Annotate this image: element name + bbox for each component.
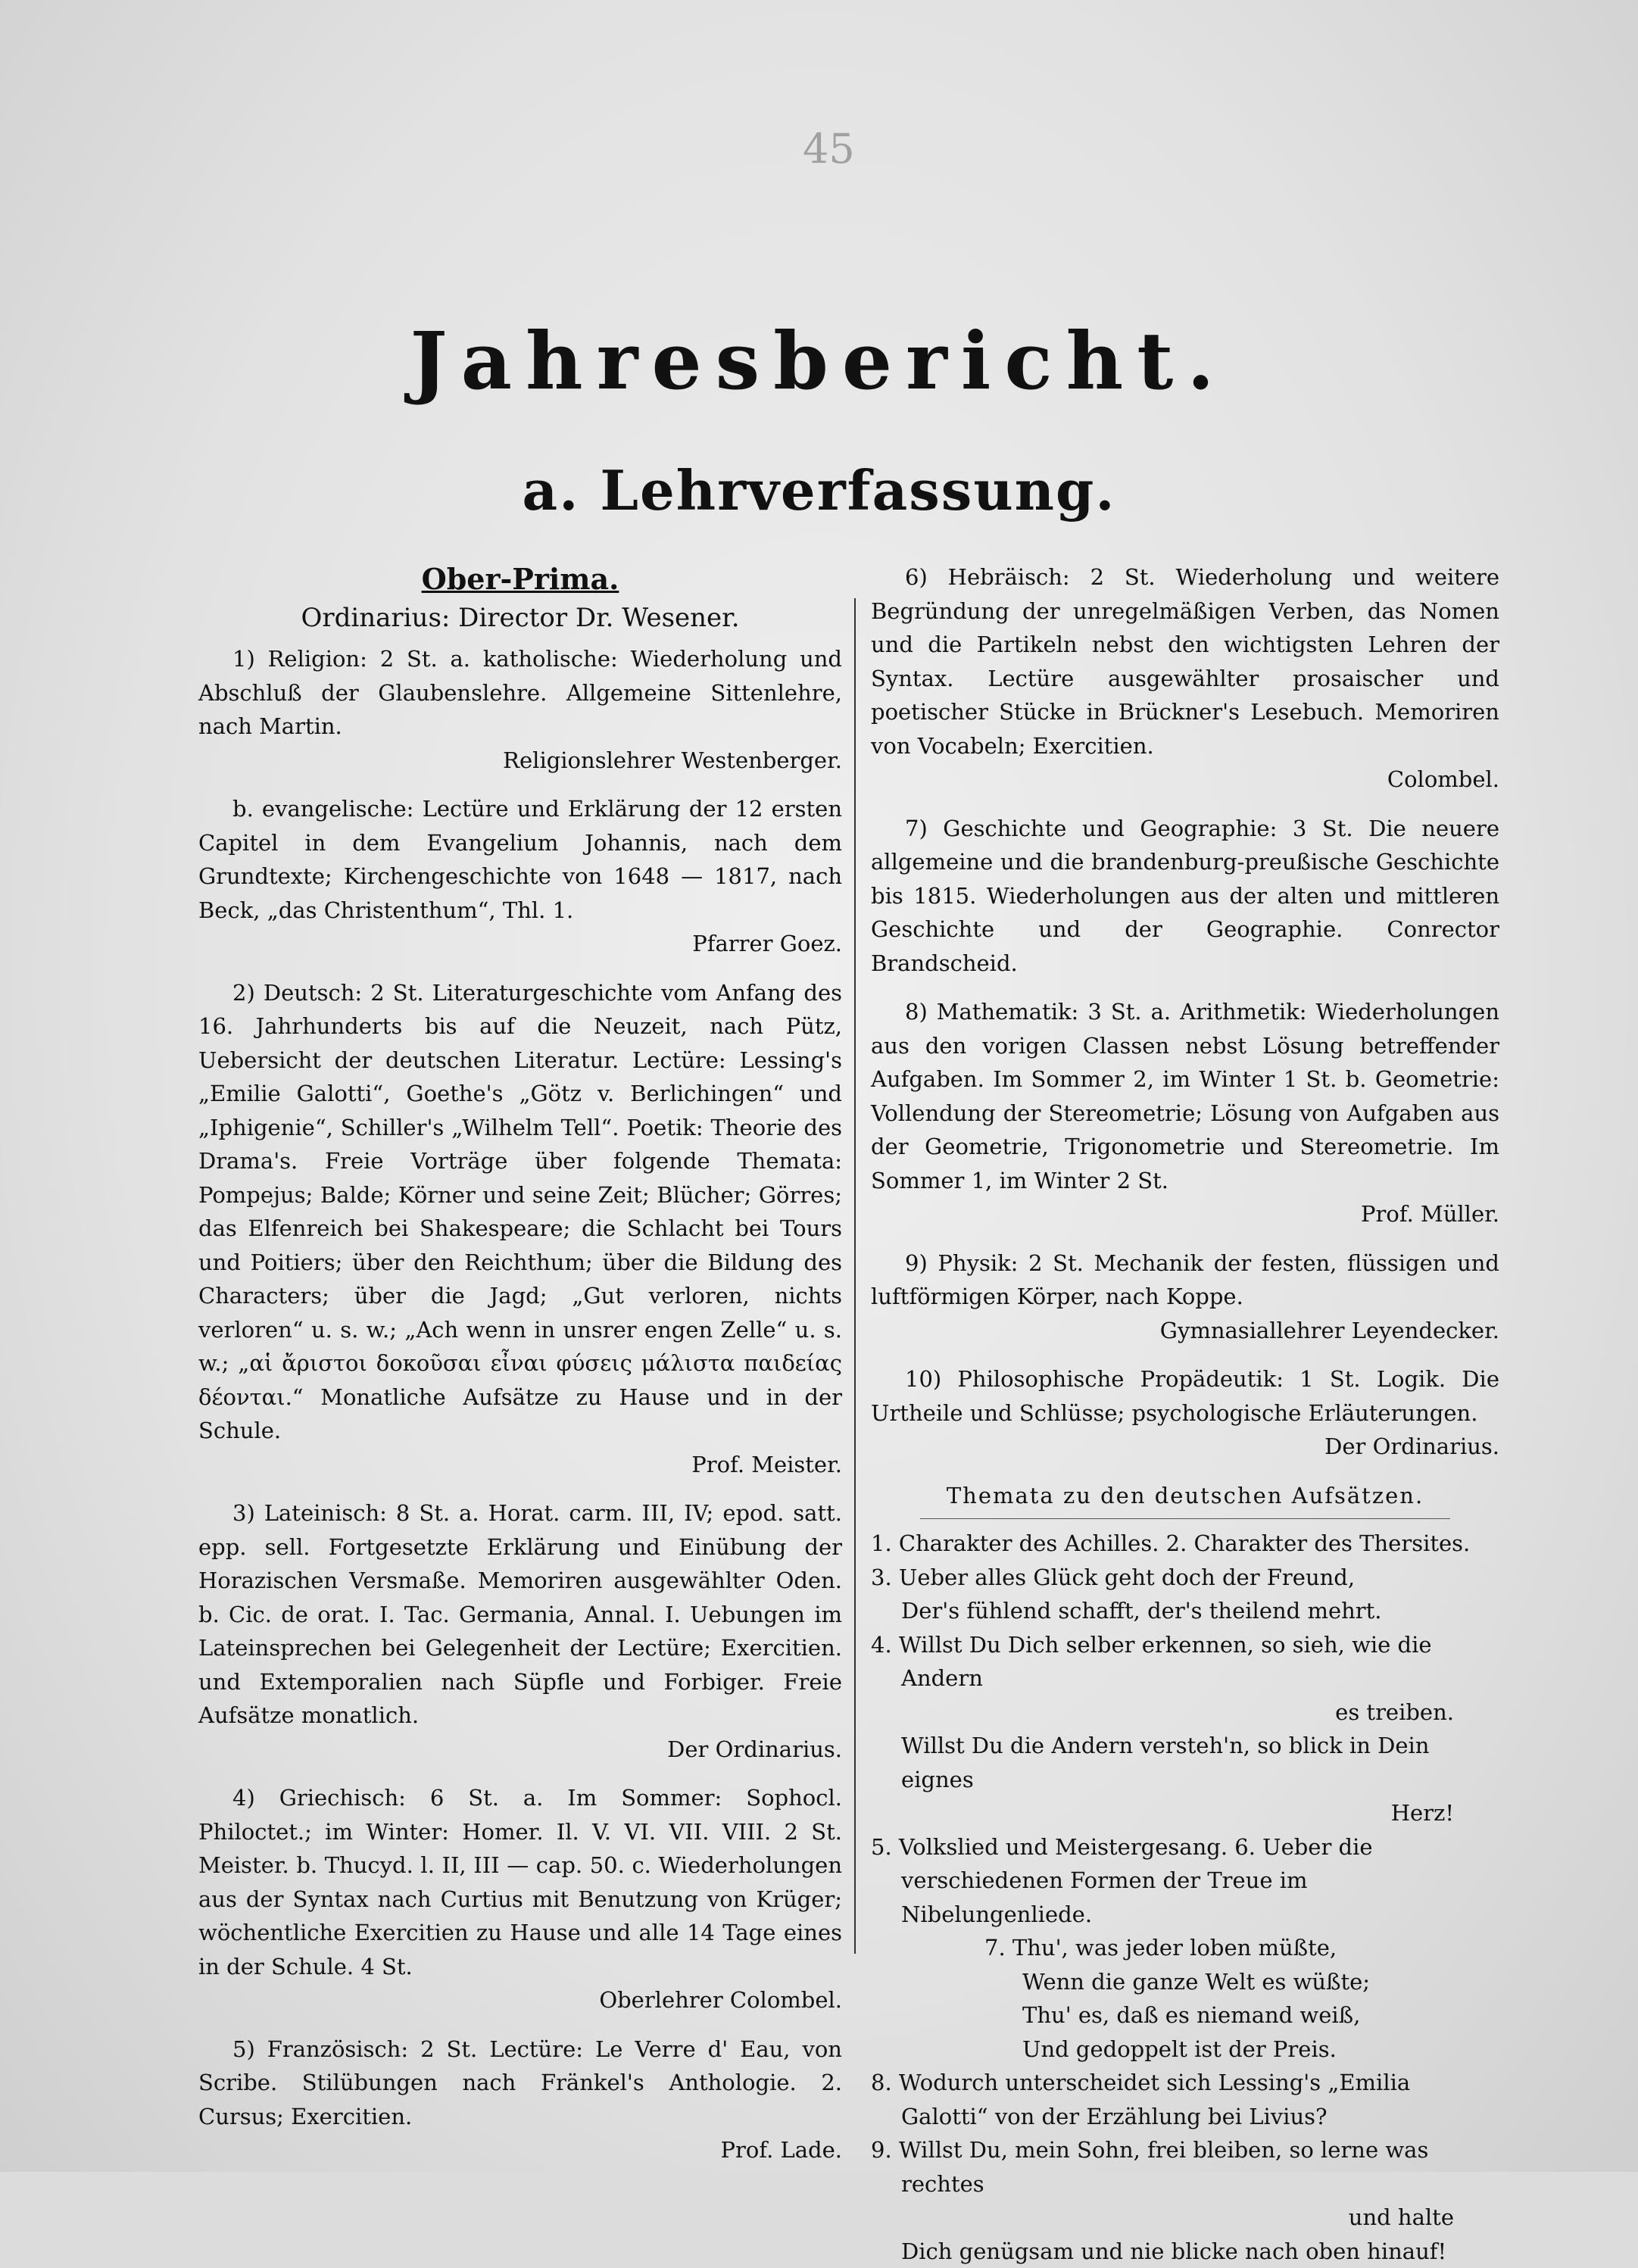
theme-item: 7. Thu', was jeder loben müßte, <box>871 1931 1499 1965</box>
theme-item: 1. Charakter des Achilles. 2. Charakter des Thersites. <box>871 1527 1499 1561</box>
theme-item-continued: Herz! <box>871 1796 1499 1830</box>
theme-item: 9. Willst Du, mein Sohn, frei bleiben, so lerne was rechtes <box>871 2133 1499 2201</box>
theme-item-continued: Der's fühlend schafft, der's theilend mehrt. <box>871 1594 1499 1628</box>
theme-item: 5. Volkslied und Meistergesang. 6. Ueber die verschiedenen Formen der Treue im Nibelungenliede. <box>871 1830 1499 1932</box>
theme-item: 4. Willst Du Dich selber erkennen, so sieh, wie die Andern <box>871 1628 1499 1696</box>
theme-item-continued: Dich genügsam und nie blicke nach oben hinauf! <box>871 2235 1499 2268</box>
left-column <box>198 560 842 2182</box>
section-text: 6) Hebräisch: 2 St. Wiederholung und weitere Begründung der unregelmäßigen Verben, das Nomen und die Partikeln nebst den wichtigsten Lehren der Syntax. Lectüre ausgewählter prosaischer und poetischer Stücke in Brückner's Lesebuch. Memoriren von Vocabeln; Exercitien. <box>871 564 1499 759</box>
section-greek <box>198 1781 842 2017</box>
theme-item-continued: Willst Du die Andern versteh'n, so blick in Dein eignes <box>871 1729 1499 1796</box>
page-title: Jahresbericht. <box>0 314 1638 407</box>
section-text: 2) Deutsch: 2 St. Literaturgeschichte vom Anfang des 16. Jahrhunderts bis auf die Neuzeit, nach Pütz, Uebersicht der deutschen Literatur. Lectüre: Lessing's „Emilie Galotti“, Goethe's „Götz v. Berlichingen“ und „Iphigenie“, Schiller's „Wilhelm Tell“. Poetik: Theorie des Drama's. Freie Vorträge über folgende Themata: Pompejus; Balde; Körner und seine Zeit; Blücher; Görres; das Elfenreich bei Shakespeare; die Schlacht bei Tours und Poitiers; über den Reichthum; über die Bildung des Characters; über die Jagd; „Gut verloren, nichts verloren“ u. s. w.; „Ach wenn in unsrer engen Zelle“ u. s. w.; „αἱ ἄριστοι δοκοῦσαι εἶναι φύσεις μάλιστα παιδείας δέονται.“ Monatliche Aufsätze zu Hause und in der Schule. <box>198 980 842 1444</box>
teacher-signature: Colombel. <box>871 763 1499 797</box>
theme-item-continued: Wenn die ganze Welt es wüßte; <box>871 1965 1499 1999</box>
section-text: 9) Physik: 2 St. Mechanik der festen, flüssigen und luftförmigen Körper, nach Koppe. <box>871 1250 1499 1310</box>
teacher-signature: Pfarrer Goez. <box>198 927 842 961</box>
theme-item-continued: Und gedoppelt ist der Preis. <box>871 2032 1499 2067</box>
section-text: 5) Französisch: 2 St. Lectüre: Le Verre d' Eau, von Scribe. Stilübungen nach Fränkel's Anthologie. 2. Cursus; Exercitien. <box>198 2036 842 2129</box>
theme-item: 8. Wodurch unterscheidet sich Lessing's „Emilia Galotti“ von der Erzählung bei Livius? <box>871 2066 1499 2133</box>
section-mathematics <box>871 995 1499 1231</box>
section-religion <box>198 642 842 777</box>
section-text: 7) Geschichte und Geographie: 3 St. Die neuere allgemeine und die brandenburg-preußische Geschichte bis 1815. Wiederholungen aus der alten und mittleren Geschichte und der Geographie. Conrector Brandscheid. <box>871 816 1499 976</box>
theme-item: 3. Ueber alles Glück geht doch der Freund, <box>871 1561 1499 1595</box>
class-heading: Ober-Prima. <box>198 560 842 598</box>
teacher-signature: Prof. Müller. <box>871 1197 1499 1231</box>
divider <box>920 1518 1450 1519</box>
teacher-signature: Der Ordinarius. <box>871 1430 1499 1464</box>
section-philosophy <box>871 1362 1499 1464</box>
section-text: b. evangelische: Lectüre und Erklärung der 12 ersten Capitel in dem Evangelium Johannis, nach dem Grundtexte; Kirchengeschichte von 1648 — 1817, nach Beck, „das Christenthum“, Thl. 1. <box>198 796 842 923</box>
section-text: 3) Lateinisch: 8 St. a. Horat. carm. III, IV; epod. satt. epp. sell. Fortgesetzte Erklärung und Einübung der Horazischen Versmaße. Memoriren ausgewählter Oden. b. Cic. de orat. I. Tac. Germania, Annal. I. Uebungen im Lateinsprechen bei Gelegenheit der Lectüre; Exercitien. und Extemporalien nach Süpfle und Forbiger. Freie Aufsätze monatlich. <box>198 1500 842 1728</box>
section-text: 1) Religion: 2 St. a. katholische: Wiederholung und Abschluß der Glaubenslehre. Allgemeine Sittenlehre, nach Martin. <box>198 646 842 739</box>
section-history <box>871 812 1499 981</box>
right-column <box>871 560 1499 2268</box>
section-text: 10) Philosophische Propädeutik: 1 St. Logik. Die Urtheile und Schlüsse; psychologische Erläuterungen. <box>871 1366 1499 1426</box>
teacher-signature: Prof. Lade. <box>198 2133 842 2167</box>
teacher-signature: Oberlehrer Colombel. <box>198 1983 842 2017</box>
teacher-signature: Prof. Meister. <box>198 1448 842 1482</box>
section-religion-evangelical <box>198 792 842 961</box>
section-french <box>198 2032 842 2167</box>
theme-item-continued: Thu' es, daß es niemand weiß, <box>871 1998 1499 2032</box>
teacher-signature: Gymnasiallehrer Leyendecker. <box>871 1314 1499 1348</box>
theme-item-continued: und halte <box>871 2201 1499 2235</box>
section-hebrew <box>871 560 1499 797</box>
teacher-signature: Der Ordinarius. <box>198 1733 842 1767</box>
section-title: a. Lehrverfassung. <box>0 458 1638 523</box>
ordinarius-line: Ordinarius: Director Dr. Wesener. <box>198 598 842 638</box>
themata-heading: Themata zu den deutschen Aufsätzen. <box>871 1479 1499 1513</box>
section-german <box>198 976 842 1482</box>
page-number: 45 <box>803 125 855 173</box>
section-physics <box>871 1246 1499 1348</box>
column-divider <box>854 598 856 1954</box>
teacher-signature: Religionslehrer Westenberger. <box>198 744 842 778</box>
section-latin <box>198 1496 842 1766</box>
section-text: 4) Griechisch: 6 St. a. Im Sommer: Sophocl. Philoctet.; im Winter: Homer. Il. V. VI. VII. VIII. 2 St. Meister. b. Thucyd. l. II, III — cap. 50. c. Wiederholungen aus der Syntax nach Curtius mit Benutzung von Krüger; wöchentliche Exercitien zu Hause und alle 14 Tage eines in der Schule. 4 St. <box>198 1785 842 1979</box>
section-text: 8) Mathematik: 3 St. a. Arithmetik: Wiederholungen aus den vorigen Classen nebst Lösung betreffender Aufgaben. Im Sommer 2, im Winter 1 St. b. Geometrie: Vollendung der Stereometrie; Lösung von Aufgaben aus der Geometrie, Trigonometrie und Stereometrie. Im Sommer 1, im Winter 2 St. <box>871 999 1499 1193</box>
theme-item-continued: es treiben. <box>871 1696 1499 1730</box>
